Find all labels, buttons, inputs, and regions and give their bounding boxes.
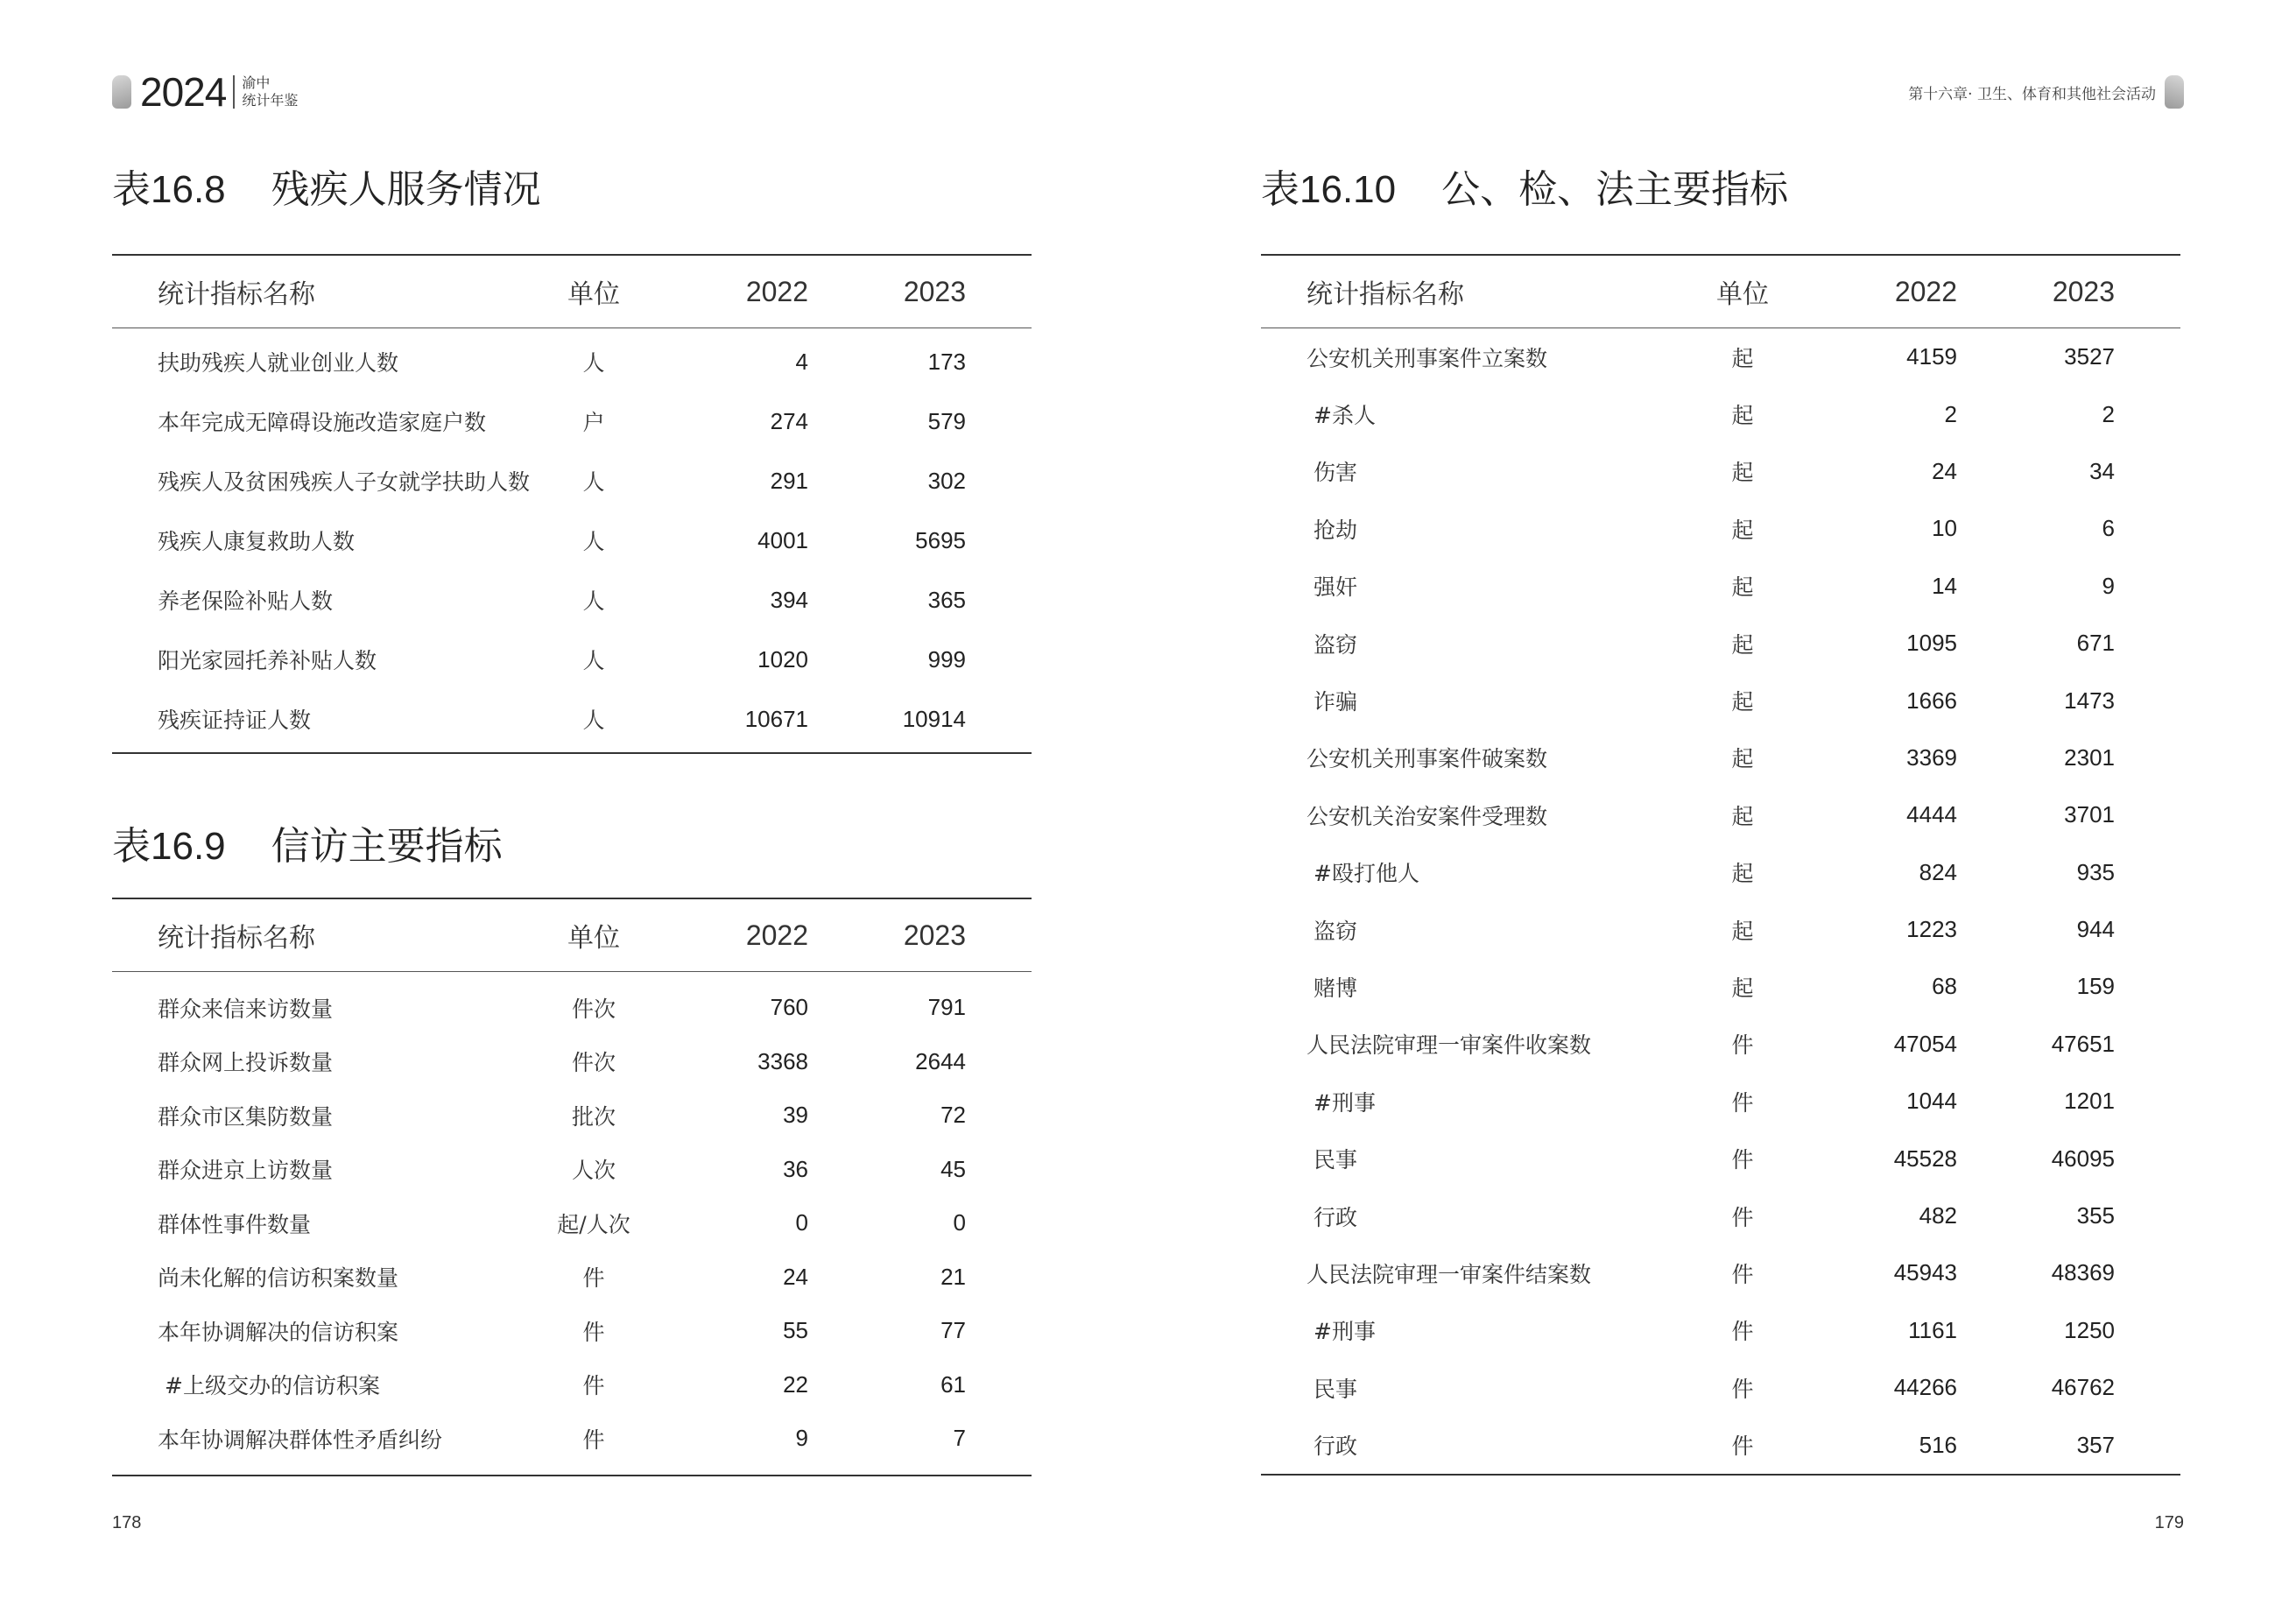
table-16-10	[1261, 254, 2180, 1476]
table-row	[112, 689, 1032, 749]
row-value-2023: 45	[940, 1155, 966, 1182]
col-header-name: 统计指标名称	[158, 923, 315, 954]
row-value-2023: 0	[953, 1209, 966, 1236]
row-value-2023: 77	[940, 1317, 966, 1344]
row-value-2022: 44266	[1893, 1374, 1957, 1401]
row-value-2023: 355	[2076, 1202, 2115, 1229]
row-name: #殴打他人	[1314, 861, 1419, 887]
row-value-2022: 22	[783, 1370, 808, 1398]
row-value-2023: 3701	[2064, 801, 2115, 828]
row-value-2023: 1473	[2064, 687, 2115, 714]
row-name: 养老保险补贴人数	[158, 588, 334, 614]
row-value-2022: 45528	[1893, 1145, 1957, 1172]
row-name: 强奸	[1314, 574, 1358, 601]
row-name: #上级交办的信访积案	[165, 1373, 380, 1399]
row-value-2023: 34	[2089, 457, 2115, 484]
table-row	[1261, 500, 2180, 557]
col-header-unit: 单位	[567, 923, 620, 954]
row-unit: 人次	[571, 1158, 616, 1184]
row-name: 公安机关刑事案件破案数	[1306, 746, 1548, 772]
row-unit: 件	[1731, 1147, 1754, 1173]
row-value-2023: 47651	[2051, 1030, 2115, 1057]
row-value-2022: 4	[795, 348, 808, 375]
yearbook-logo	[112, 68, 298, 116]
row-value-2022: 9	[795, 1425, 808, 1452]
row-value-2023: 579	[927, 407, 966, 434]
row-unit: 起	[1731, 975, 1754, 1001]
table-row	[1261, 1244, 2180, 1301]
table-body	[112, 328, 1032, 752]
row-name: 人民法院审理一审案件结案数	[1306, 1261, 1592, 1287]
row-value-2022: 4001	[757, 526, 808, 553]
chapter-title: 第十六章· 卫生、体育和其他社会活动	[1908, 85, 2156, 103]
row-unit: 件	[1731, 1089, 1754, 1116]
row-value-2023: 999	[927, 645, 966, 673]
row-value-2023: 357	[2076, 1431, 2115, 1458]
table-row	[1261, 786, 2180, 843]
row-name: #刑事	[1314, 1319, 1376, 1345]
table-row	[112, 630, 1032, 689]
row-unit: 户	[582, 410, 605, 435]
col-header-2023: 2023	[2052, 275, 2115, 307]
col-header-2022: 2022	[745, 275, 808, 307]
logo-sub-line1: 渝中	[242, 74, 271, 91]
row-value-2023: 2301	[2064, 743, 2115, 771]
row-value-2023: 61	[940, 1370, 966, 1398]
table-row	[112, 981, 1032, 1035]
table-row	[1261, 1302, 2180, 1359]
row-value-2022: 760	[770, 994, 808, 1021]
row-value-2022: 3369	[1906, 743, 1957, 771]
row-unit: 件	[1731, 1204, 1754, 1230]
row-name: 残疾人康复救助人数	[158, 529, 356, 554]
row-name: 赌博	[1314, 975, 1358, 1001]
table-row	[1261, 615, 2180, 672]
table-row	[1261, 729, 2180, 786]
row-unit: 人	[582, 529, 605, 554]
table-row	[112, 1143, 1032, 1197]
row-name: 群众来信来访数量	[158, 996, 334, 1022]
row-value-2022: 1095	[1906, 630, 1957, 657]
logo-sub-line2: 统计年鉴	[242, 92, 299, 109]
row-name: 群体性事件数量	[158, 1211, 312, 1237]
row-unit: 件	[1731, 1433, 1754, 1460]
row-unit: 人	[582, 469, 605, 495]
row-unit: 人	[582, 648, 605, 673]
row-value-2023: 935	[2076, 858, 2115, 885]
table-name: 公、检、法主要指标	[1441, 167, 1789, 212]
table-row	[1261, 901, 2180, 958]
row-unit: 起	[1731, 689, 1754, 715]
row-unit: 起/人次	[557, 1211, 630, 1237]
table-bottom-rule	[112, 1475, 1032, 1476]
row-value-2022: 824	[1919, 858, 1957, 885]
row-value-2022: 36	[783, 1155, 808, 1182]
row-name: 盗窃	[1314, 918, 1358, 944]
page-number-left: 178	[112, 1513, 142, 1532]
table-row	[1261, 672, 2180, 729]
row-name: 本年协调解决的信访积案	[158, 1319, 399, 1345]
row-value-2022: 55	[783, 1317, 808, 1344]
table-bottom-rule	[112, 752, 1032, 754]
table-row	[1261, 1073, 2180, 1130]
row-value-2023: 46762	[2051, 1374, 2115, 1401]
row-value-2022: 1666	[1906, 687, 1957, 714]
table-row	[112, 1412, 1032, 1466]
row-value-2023: 9	[2102, 572, 2115, 599]
row-unit: 起	[1731, 803, 1754, 829]
row-name: 残疾证持证人数	[158, 708, 312, 733]
logo-subtitle	[242, 74, 298, 109]
row-name: 扶助残疾人就业创业人数	[158, 350, 399, 376]
row-unit: 件	[1731, 1319, 1754, 1345]
row-value-2022: 516	[1919, 1431, 1957, 1458]
row-value-2022: 24	[1932, 457, 1957, 484]
row-value-2023: 46095	[2051, 1145, 2115, 1172]
row-value-2022: 3368	[757, 1047, 808, 1074]
row-unit: 起	[1731, 460, 1754, 486]
table-row	[112, 1088, 1032, 1143]
row-value-2023: 1250	[2064, 1316, 2115, 1343]
logo-year: 2024	[140, 69, 227, 115]
table-row	[1261, 443, 2180, 500]
row-value-2022: 1044	[1906, 1088, 1957, 1115]
row-name: 诈骗	[1314, 689, 1358, 715]
row-name: #刑事	[1314, 1089, 1376, 1116]
row-unit: 起	[1731, 861, 1754, 887]
table-16-9	[112, 898, 1032, 1476]
row-value-2022: 291	[770, 467, 808, 494]
row-name: 残疾人及贫困残疾人子女就学扶助人数	[158, 469, 531, 495]
row-name: 伤害	[1314, 460, 1358, 486]
table-bottom-rule	[1261, 1474, 2180, 1476]
table-title-16-8	[112, 158, 541, 214]
row-name: 群众网上投诉数量	[158, 1050, 334, 1076]
row-unit: 起	[1731, 746, 1754, 772]
table-row	[1261, 1016, 2180, 1073]
row-value-2022: 24	[783, 1263, 808, 1290]
row-value-2023: 1201	[2064, 1088, 2115, 1115]
table-row	[1261, 1187, 2180, 1244]
row-name: 民事	[1314, 1376, 1358, 1402]
table-body	[112, 972, 1032, 1475]
row-value-2022: 1020	[757, 645, 808, 673]
row-unit: 件	[1731, 1032, 1754, 1059]
row-value-2022: 274	[770, 407, 808, 434]
chapter-header	[1908, 68, 2184, 116]
table-row	[1261, 1130, 2180, 1187]
row-name: 公安机关刑事案件立案数	[1306, 345, 1548, 371]
table-row	[112, 1304, 1032, 1358]
row-value-2022: 10	[1932, 515, 1957, 542]
row-name: 盗窃	[1314, 631, 1358, 658]
row-value-2022: 4444	[1906, 801, 1957, 828]
table-header-row	[112, 899, 1032, 971]
row-name: 民事	[1314, 1147, 1358, 1173]
table-number: 表16.9	[112, 825, 226, 868]
row-value-2022: 10671	[744, 705, 808, 732]
table-row	[1261, 844, 2180, 901]
row-name: #杀人	[1314, 403, 1376, 429]
row-unit: 起	[1731, 403, 1754, 429]
row-value-2023: 173	[927, 348, 966, 375]
row-name: 本年协调解决群体性矛盾纠纷	[158, 1426, 443, 1453]
row-value-2023: 3527	[2064, 343, 2115, 370]
emblem-icon	[112, 75, 131, 109]
row-unit: 起	[1731, 345, 1754, 371]
table-16-8	[112, 254, 1032, 754]
row-unit: 件	[582, 1373, 605, 1399]
row-value-2023: 671	[2076, 630, 2115, 657]
col-header-2022: 2022	[745, 919, 808, 951]
table-row	[1261, 328, 2180, 385]
row-value-2023: 159	[2076, 973, 2115, 1000]
row-value-2022: 45943	[1893, 1259, 1957, 1286]
row-unit: 人	[582, 588, 605, 614]
table-title-16-10	[1261, 158, 1788, 214]
row-value-2023: 791	[927, 994, 966, 1021]
table-header-row	[1261, 256, 2180, 328]
table-row	[112, 1035, 1032, 1089]
table-row	[112, 511, 1032, 570]
table-row	[112, 1358, 1032, 1412]
row-unit: 人	[582, 350, 605, 376]
table-name: 残疾人服务情况	[271, 167, 541, 212]
row-value-2022: 68	[1932, 973, 1957, 1000]
row-value-2023: 2644	[915, 1047, 966, 1074]
table-number: 表16.10	[1261, 168, 1397, 211]
row-value-2023: 2	[2102, 400, 2115, 427]
row-unit: 件次	[571, 996, 616, 1022]
row-value-2023: 10914	[902, 705, 966, 732]
row-name: 公安机关治安案件受理数	[1306, 803, 1548, 829]
row-value-2022: 0	[795, 1209, 808, 1236]
page-number-right: 179	[2154, 1513, 2184, 1532]
row-name: 人民法院审理一审案件收案数	[1306, 1032, 1592, 1059]
table-row	[112, 332, 1032, 391]
row-value-2022: 4159	[1906, 343, 1957, 370]
row-value-2022: 2	[1944, 400, 1957, 427]
row-name: 群众进京上访数量	[158, 1158, 334, 1184]
row-name: 行政	[1314, 1433, 1358, 1460]
table-row	[112, 391, 1032, 451]
row-value-2023: 7	[953, 1425, 966, 1452]
table-row	[112, 1196, 1032, 1250]
logo-divider	[233, 75, 235, 109]
row-value-2023: 21	[940, 1263, 966, 1290]
row-value-2022: 39	[783, 1102, 808, 1129]
row-value-2023: 5695	[915, 526, 966, 553]
row-value-2022: 1223	[1906, 916, 1957, 943]
row-unit: 起	[1731, 517, 1754, 543]
table-body	[1261, 328, 2180, 1474]
row-name: 群众市区集防数量	[158, 1103, 334, 1130]
table-row	[112, 451, 1032, 511]
row-value-2023: 6	[2102, 515, 2115, 542]
row-name: 行政	[1314, 1204, 1358, 1230]
row-value-2023: 365	[927, 586, 966, 613]
table-row	[112, 1250, 1032, 1305]
row-unit: 件	[582, 1319, 605, 1345]
row-name: 本年完成无障碍设施改造家庭户数	[158, 410, 487, 435]
table-row	[112, 570, 1032, 630]
row-value-2023: 944	[2076, 916, 2115, 943]
row-value-2022: 14	[1932, 572, 1957, 599]
table-header-row	[112, 256, 1032, 328]
table-title-16-9	[112, 814, 503, 870]
table-row	[1261, 1359, 2180, 1416]
row-name: 抢劫	[1314, 517, 1358, 543]
row-value-2022: 482	[1919, 1202, 1957, 1229]
col-header-2023: 2023	[903, 275, 966, 307]
row-unit: 起	[1731, 574, 1754, 601]
row-name: 阳光家园托养补贴人数	[158, 648, 377, 673]
row-unit: 件	[1731, 1261, 1754, 1287]
row-unit: 起	[1731, 631, 1754, 658]
row-value-2023: 302	[927, 467, 966, 494]
col-header-name: 统计指标名称	[158, 279, 315, 310]
row-name: 尚未化解的信访积案数量	[158, 1265, 399, 1292]
col-header-unit: 单位	[1716, 279, 1769, 310]
col-header-name: 统计指标名称	[1306, 279, 1464, 310]
row-unit: 人	[582, 708, 605, 733]
row-unit: 起	[1731, 918, 1754, 944]
row-unit: 件	[582, 1265, 605, 1292]
row-value-2022: 47054	[1893, 1030, 1957, 1057]
table-row	[1261, 558, 2180, 615]
row-value-2023: 48369	[2051, 1259, 2115, 1286]
emblem-icon	[2165, 75, 2184, 109]
row-unit: 批次	[571, 1103, 616, 1130]
table-row	[1261, 958, 2180, 1015]
table-row	[1261, 385, 2180, 442]
table-number: 表16.8	[112, 168, 226, 211]
table-name: 信访主要指标	[271, 824, 503, 869]
row-value-2023: 72	[940, 1102, 966, 1129]
row-value-2022: 1161	[1908, 1316, 1957, 1343]
col-header-unit: 单位	[567, 279, 620, 310]
row-unit: 件	[1731, 1376, 1754, 1402]
row-value-2022: 394	[770, 586, 808, 613]
col-header-2022: 2022	[1894, 275, 1957, 307]
col-header-2023: 2023	[903, 919, 966, 951]
row-unit: 件次	[571, 1050, 616, 1076]
row-unit: 件	[582, 1426, 605, 1453]
table-row	[1261, 1416, 2180, 1473]
